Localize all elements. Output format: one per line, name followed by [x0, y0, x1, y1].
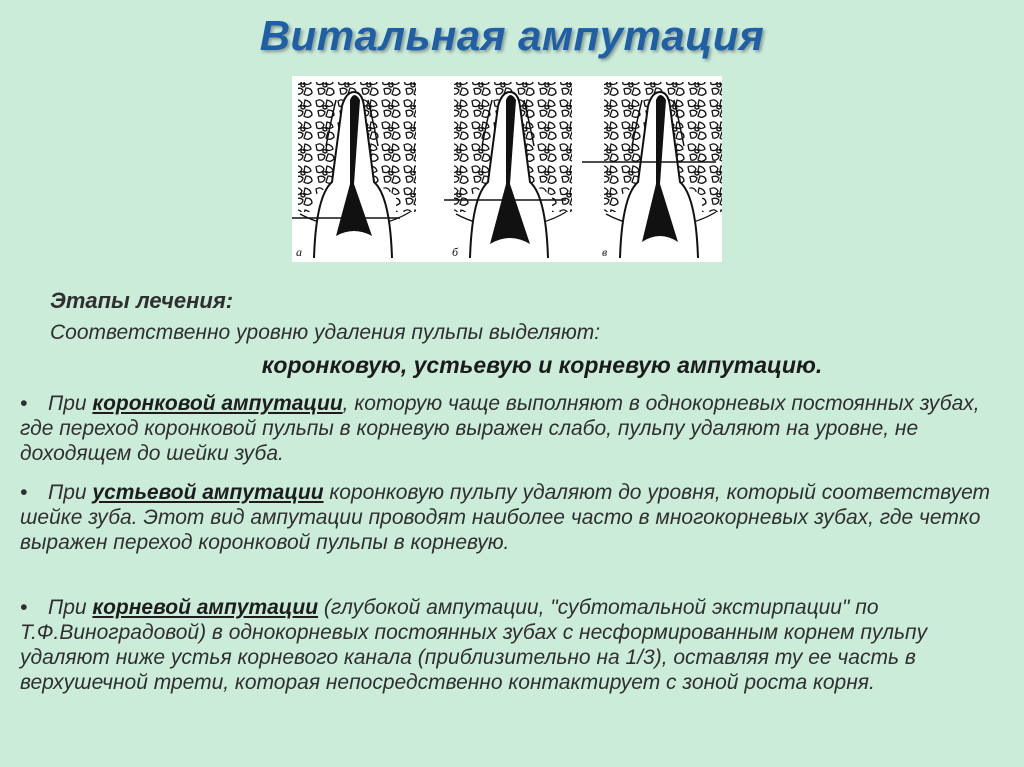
tooth-diagram-c [582, 82, 722, 262]
tooth-diagrams [292, 76, 722, 262]
tooth-amputation-figure [292, 76, 722, 262]
amputation-types-line [0, 352, 1024, 378]
slide-title: Витальная ампутация [259, 12, 765, 59]
panel-label-b: б [452, 245, 459, 259]
tooth-diagram-b [444, 82, 572, 262]
treatment-steps-label: Этапы лечения: [50, 288, 234, 313]
bullet-orifice-amputation [20, 480, 1010, 555]
amputation-types-end: . [815, 352, 823, 378]
bullet-prefix: При [48, 481, 93, 504]
tooth-diagram-a [292, 82, 416, 262]
bullet-coronal-amputation [20, 391, 1010, 466]
bullet-prefix: При [48, 596, 93, 619]
bullet-text: (глубокой ампутации, "субтотальной экстирпации" по Т.Ф.Виноградовой) в однокорневых постоянных зубах с несформированным корнем пульпу удаляют ниже устья корневого канала (приблизительно на 1/3), оставляя ту ее часть в верхушечной трети, которая непосредственно контактирует с зоной роста корня. [20, 596, 928, 694]
keyword-orifice-amputation: устьевой ампутации [92, 481, 324, 504]
bullet-text: , которую чаще выполняют в однокорневых постоянных зубах, где переход коронковой пульпы в корневую выражен слабо, пульпу удаляют на уровне, не доходящем до шейки зуба. [20, 392, 980, 465]
bullet-prefix: При [48, 392, 93, 415]
amputation-types-text: коронковую, устьевую и корневую ампутацию [261, 352, 816, 378]
panel-label-a: а [296, 245, 302, 259]
bullet-root-amputation [20, 595, 1010, 695]
intro-text: Соответственно уровню удаления пульпы выделяют: [50, 321, 601, 344]
keyword-root-amputation: корневой ампутации [92, 596, 319, 619]
keyword-coronal-amputation: коронковой ампутации [92, 392, 343, 415]
bullet-marker: • [20, 596, 28, 619]
bullet-marker: • [20, 392, 28, 415]
bullet-marker: • [20, 481, 28, 504]
panel-label-c: в [602, 245, 608, 259]
bullet-text: коронковую пульпу удаляют до уровня, который соответствует шейке зуба. Этот вид ампутации проводят наиболее часто в многокорневых зубах, где четко выражен переход коронковой пульпы в корневую. [20, 481, 991, 554]
